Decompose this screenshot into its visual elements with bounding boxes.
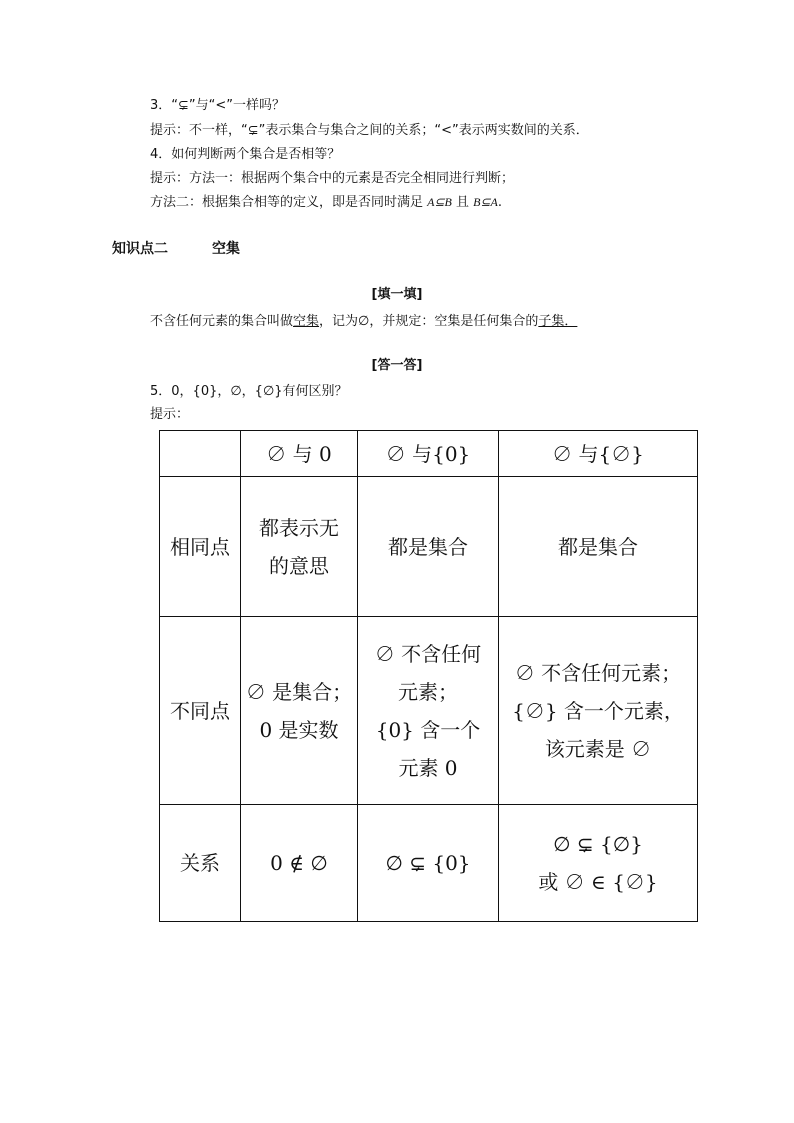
cell-line: 都表示无 — [259, 515, 339, 540]
cell-line: 0 ∉ ∅ — [270, 851, 328, 875]
cell-line: 元素 0 — [398, 755, 458, 780]
header-empty-vs-set-zero: ∅ 与{0} — [358, 431, 499, 477]
fill-text-mid: ，记为∅，并规定：空集是任何集合的 — [319, 314, 539, 329]
row-label: 不同点 — [160, 617, 241, 805]
subset-expr-a-b: A⊆B — [427, 195, 452, 209]
table-row-relation — [160, 805, 698, 922]
fill-text-prefix: 不含任何元素的集合叫做 — [150, 314, 294, 329]
table-cell — [358, 477, 499, 617]
method-two-mid: 且 — [451, 195, 474, 210]
q4-question: 4．如何判断两个集合是否相等？ — [150, 147, 341, 162]
row-label: 关系 — [160, 805, 241, 922]
method-two-prefix: 方法二：根据集合相等的定义，即是否同时满足 — [150, 195, 428, 210]
table-cell — [499, 617, 698, 805]
term-subset: 子集． — [538, 314, 578, 329]
table-cell — [241, 477, 358, 617]
method-two-end: . — [497, 195, 502, 210]
table-cell — [241, 617, 358, 805]
table-row-similarity — [160, 477, 698, 617]
cell-line: {0} 含一个 — [375, 717, 481, 742]
q5-question: 5．0，{0}，∅，{∅}有何区别？ — [150, 384, 348, 399]
q3-question: 3．“⊊”与“<”一样吗？ — [150, 98, 285, 113]
subset-expr-b-a: B⊆A — [473, 195, 498, 209]
header-empty-vs-zero: ∅ 与 0 — [241, 431, 358, 477]
q4-hint-method-two — [150, 194, 502, 211]
cell-line: ∅ 是集合； — [245, 679, 353, 704]
cell-line: 的意思 — [269, 553, 329, 578]
table-header-row — [160, 431, 698, 477]
answer-heading: [答一答] — [371, 358, 423, 373]
header-empty-cell — [160, 431, 241, 477]
table-row-difference — [160, 617, 698, 805]
cell-line: 元素； — [398, 679, 458, 704]
comparison-table — [159, 430, 698, 922]
term-empty-set: 空集 — [293, 314, 320, 329]
q5-hint-label: 提示： — [150, 407, 190, 422]
cell-line: ∅ ⊊ {0} — [385, 851, 471, 875]
cell-line: ∅ 不含任何 — [374, 641, 482, 666]
cell-line: {∅} 含一个元素， — [512, 698, 684, 723]
table-cell — [241, 805, 358, 922]
header-empty-vs-set-empty: ∅ 与{∅} — [499, 431, 698, 477]
table-cell — [358, 617, 499, 805]
cell-line: 或 ∅ ∈ {∅} — [538, 870, 658, 894]
cell-line: ∅ ⊊ {∅} — [553, 832, 643, 856]
cell-line: 都是集合 — [388, 534, 468, 559]
section-label: 知识点二 — [112, 241, 168, 257]
table-cell — [358, 805, 499, 922]
section-title: 空集 — [212, 241, 240, 257]
table-cell — [499, 805, 698, 922]
fill-text — [150, 313, 577, 330]
row-label: 相同点 — [160, 477, 241, 617]
cell-line: ∅ 不含任何元素； — [514, 660, 682, 685]
cell-line: 0 是实数 — [259, 717, 339, 742]
cell-line: 该元素是 ∅ — [544, 736, 652, 761]
q3-hint: 提示：不一样，“⊊”表示集合与集合之间的关系；“<”表示两实数间的关系． — [150, 123, 589, 138]
fill-heading: [填一填] — [371, 287, 423, 302]
table-cell — [499, 477, 698, 617]
q4-hint-method-one: 提示：方法一：根据两个集合中的元素是否完全相同进行判断； — [150, 171, 515, 186]
cell-line: 都是集合 — [558, 534, 638, 559]
